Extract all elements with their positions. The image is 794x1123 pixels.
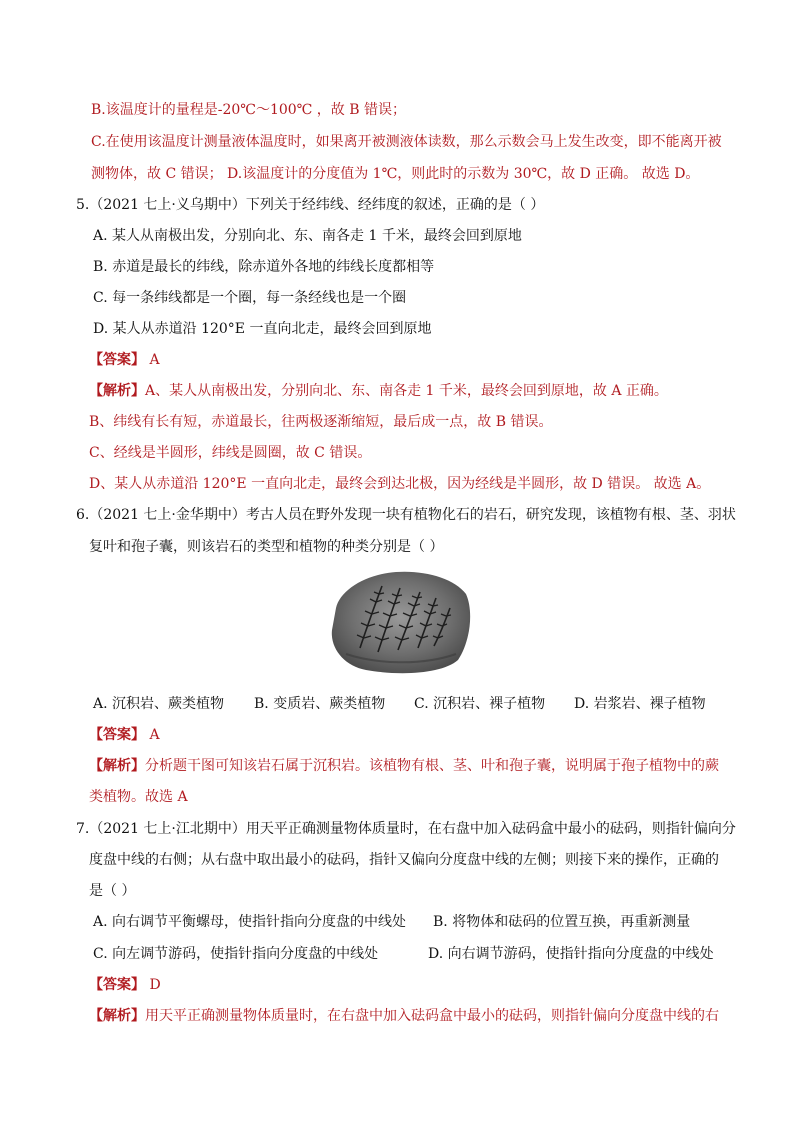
q7-analysis-tag: 【解析】 xyxy=(89,1008,145,1024)
q5-analysis-line-3: C、经线是半圆形，纬线是圆圈，故 C 错误。 xyxy=(89,445,372,461)
q6-option-a: A. 沉积岩、蕨类植物 xyxy=(93,696,225,712)
q6-stem-line-1: 6.（2021 七上·金华期中）考古人员在野外发现一块有植物化石的岩石，研究发现，该植物有根、茎、羽状 xyxy=(76,507,736,523)
q6-option-b: B. 变质岩、蕨类植物 xyxy=(254,696,386,712)
q6-answer-tag: 【答案】 xyxy=(89,727,145,743)
q6-stem-line-2: 复叶和孢子囊，则该岩石的类型和植物的种类分别是（ ） xyxy=(89,539,444,555)
q6-analysis-line-1: 分析题干图可知该岩石属于沉积岩。该植物有根、茎、叶和孢子囊，说明属于孢子植物中的蕨 xyxy=(145,758,719,774)
q7-stem-line-1: 7.（2021 七上·江北期中）用天平正确测量物体质量时，在右盘中加入砝码盒中最小的砝码，则指针偏向分 xyxy=(76,821,736,837)
q6-analysis-tag: 【解析】 xyxy=(89,758,145,774)
q7-analysis xyxy=(89,1006,719,1026)
q5-option-b: B. 赤道是最长的纬线，除赤道外各地的纬线长度都相等 xyxy=(93,259,435,275)
q5-answer-value: A xyxy=(145,352,160,368)
q7-option-a: A. 向右调节平衡螺母，使指针指向分度盘的中线处 xyxy=(93,914,407,930)
q5-analysis-tag: 【解析】 xyxy=(89,383,145,399)
q7-option-d: D. 向右调节游码，使指针指向分度盘的中线处 xyxy=(428,946,714,962)
q7-option-b: B. 将物体和砝码的位置互换，再重新测量 xyxy=(433,914,691,930)
q5-stem: 5.（2021 七上·义乌期中）下列关于经纬线、经纬度的叙述，正确的是（ ） xyxy=(76,197,545,213)
q5-option-c: C. 每一条纬线都是一个圈，每一条经线也是一个圈 xyxy=(93,290,407,306)
q6-analysis-line-2: 类植物。故选 A xyxy=(89,789,188,805)
prev-line-b: B.该温度计的量程是-20℃～100℃ ，故 B 错误； xyxy=(91,102,406,118)
q5-analysis-line-1: A、某人从南极出发，分别向北、东、南各走 1 千米，最终会回到原地，故 A 正确。 xyxy=(145,383,668,399)
q5-option-a: A. 某人从南极出发，分别向北、东、南各走 1 千米，最终会回到原地 xyxy=(93,228,522,244)
q7-analysis-line-1: 用天平正确测量物体质量时，在右盘中加入砝码盒中最小的砝码，则指针偏向分度盘中线的右 xyxy=(145,1008,719,1024)
q5-answer xyxy=(89,350,160,370)
q6-option-c: C. 沉积岩、裸子植物 xyxy=(414,696,546,712)
q7-answer xyxy=(89,975,161,995)
q5-answer-tag: 【答案】 xyxy=(89,352,145,368)
q7-stem-line-3: 是（ ） xyxy=(89,883,136,899)
q6-answer-value: A xyxy=(145,727,160,743)
q7-answer-tag: 【答案】 xyxy=(89,977,145,993)
fern-fossil-rock-image xyxy=(326,568,474,676)
q7-answer-value: D xyxy=(145,977,161,993)
q5-analysis xyxy=(89,381,668,401)
q7-stem-line-2: 度盘中线的右侧；从右盘中取出最小的砝码，指针又偏向分度盘中线的左侧；则接下来的操作，正确的 xyxy=(89,852,719,868)
prev-line-c2: 测物体，故 C 错误； D.该温度计的分度值为 1℃，则此时的示数为 30℃，故 D 正确。 故选 D。 xyxy=(91,166,700,182)
prev-line-c1: C.在使用该温度计测量液体温度时，如果离开被测液体读数，那么示数会马上发生改变，即不能离开被 xyxy=(91,134,722,150)
q5-option-d: D. 某人从赤道沿 120°E 一直向北走，最终会回到原地 xyxy=(93,321,432,337)
q6-option-d: D. 岩浆岩、裸子植物 xyxy=(574,696,706,712)
q5-analysis-line-2: B、纬线有长有短，赤道最长，往两极逐渐缩短，最后成一点，故 B 错误。 xyxy=(89,414,553,430)
q7-option-c: C. 向左调节游码，使指针指向分度盘的中线处 xyxy=(93,946,379,962)
q6-analysis xyxy=(89,756,719,776)
q6-answer xyxy=(89,725,160,745)
q5-analysis-line-4: D、某人从赤道沿 120°E 一直向北走，最终会到达北极，因为经线是半圆形，故 D 错误。 故选 A。 xyxy=(89,476,711,492)
